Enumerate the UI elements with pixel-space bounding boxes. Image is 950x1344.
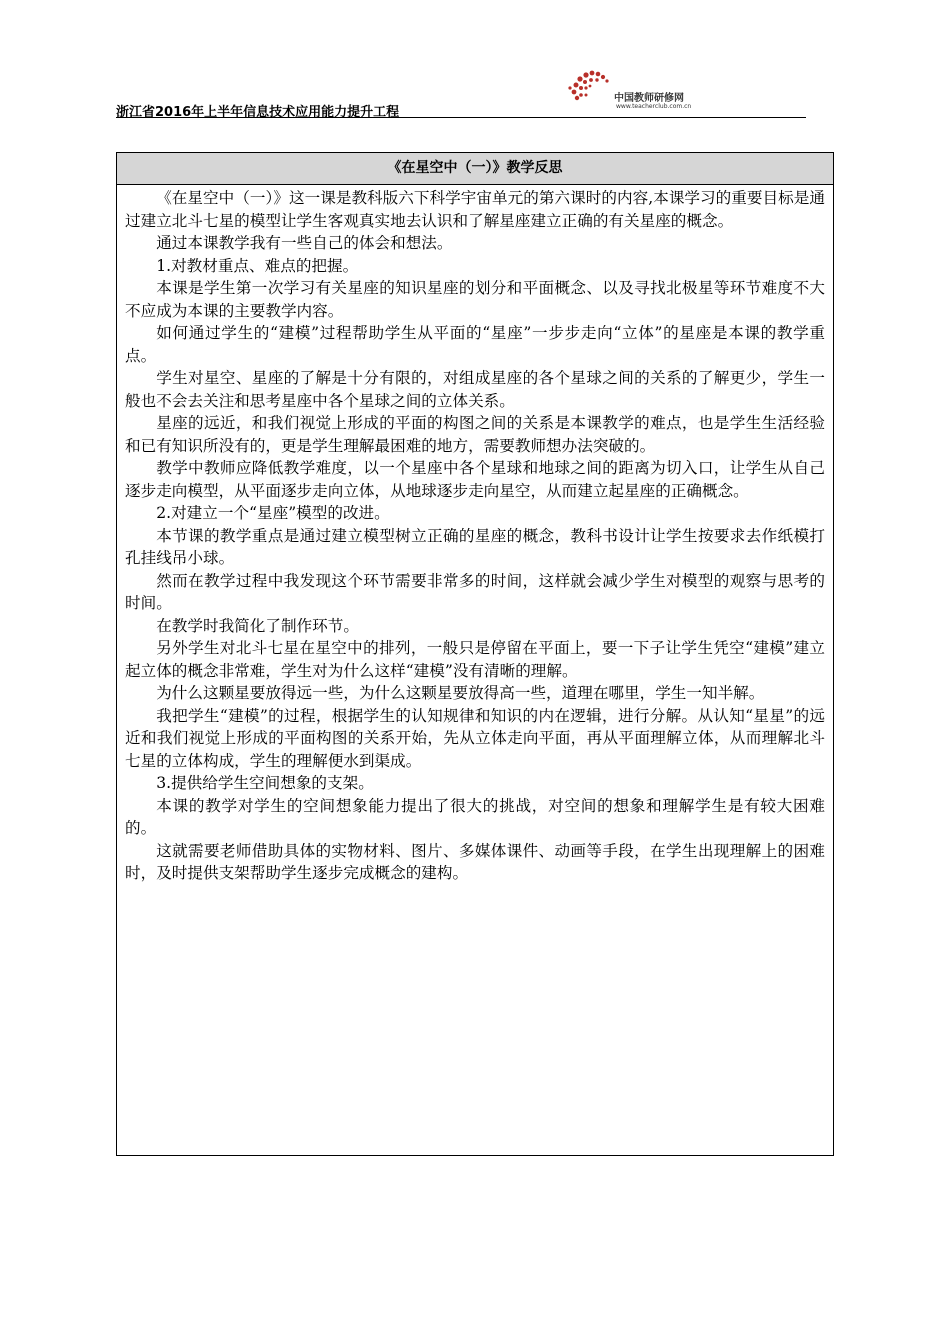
reflection-table xyxy=(116,152,834,1156)
paragraph: 学生对星空、星座的了解是十分有限的，对组成星座的各个星球之间的关系的了解更少，学生一般也不会去关注和思考星座中各个星球之间的立体关系。 xyxy=(125,369,825,410)
paragraph: 这就需要老师借助具体的实物材料、图片、多媒体课件、动画等手段，在学生出现理解上的困难时，及时提供支架帮助学生逐步完成概念的建构。 xyxy=(125,841,825,882)
paragraph: 通过本课教学我有一些自己的体会和想法。 xyxy=(156,234,453,252)
logo-name: 中国教师研修网 xyxy=(614,93,684,104)
paragraph: 为什么这颗星要放得远一些，为什么这颗星要放得高一些，道理在哪里，学生一知半解。 xyxy=(156,684,765,702)
paragraph: 本课的教学对学生的空间想象能力提出了很大的挑战，对空间的想象和理解学生是有较大困难的。 xyxy=(125,796,825,837)
paragraph: 本节课的教学重点是通过建立模型树立正确的星座的概念，教科书设计让学生按要求去作纸模打孔挂线吊小球。 xyxy=(125,526,825,567)
paragraph: 另外学生对北斗七星在星空中的排列，一般只是停留在平面上，要一下子让学生凭空“建模”建立起立体的概念非常难，学生对为什么这样“建模”没有清晰的理解。 xyxy=(125,639,825,680)
paragraph: 本课是学生第一次学习有关星座的知识星座的划分和平面概念、以及寻找北极星等环节难度不大不应成为本课的主要教学内容。 xyxy=(125,279,825,320)
paragraph: 星座的远近，和我们视觉上形成的平面的构图之间的关系是本课教学的难点，也是学生生活经验和已有知识所没有的，更是学生理解最困难的地方，需要教师想办法突破的。 xyxy=(125,414,825,455)
teacherclub-logo xyxy=(564,66,704,114)
logo-url: www.teacherclub.com.cn xyxy=(616,103,692,110)
paragraph: 3.提供给学生空间想象的支架。 xyxy=(156,774,374,792)
paragraph: 2.对建立一个“星座”模型的改进。 xyxy=(156,504,390,522)
header-divider xyxy=(116,117,806,118)
paragraph: 如何通过学生的“建模”过程帮助学生从平面的“星座”一步步走向“立体”的星座是本课的教学重点。 xyxy=(125,324,825,365)
paragraph: 教学中教师应降低教学难度，以一个星座中各个星球和地球之间的距离为切入口，让学生从自己逐步走向模型，从平面逐步走向立体，从地球逐步走向星空，从而建立起星座的正确概念。 xyxy=(125,459,825,500)
paragraph: 1.对教材重点、难点的把握。 xyxy=(156,256,359,275)
reflection-body xyxy=(117,185,833,885)
paragraph: 我把学生“建模”的过程，根据学生的认知规律和知识的内在逻辑，进行分解。从认知“星星”的远近和我们视觉上形成的平面构图的关系开始，先从立体走向平面，再从平面理解立体，从而理解北斗七星的立体构成，学生的理解便水到渠成。 xyxy=(125,706,825,770)
page-header xyxy=(116,60,806,118)
paragraph: 然而在教学过程中我发现这个环节需要非常多的时间，这样就会减少学生对模型的观察与思考的时间。 xyxy=(125,571,825,612)
paragraph: 在教学时我简化了制作环节。 xyxy=(156,616,359,635)
header-title: 浙江省2016年上半年信息技术应用能力提升工程 xyxy=(116,105,400,120)
paragraph: 《在星空中（一）》这一课是教科版六下科学宇宙单元的第六课时的内容,本课学习的重要目标是通过建立北斗七星的模型让学生客观真实地去认识和了解星座建立正确的有关星座的概念。 xyxy=(125,189,825,230)
table-heading: 《在星空中（一）》教学反思 xyxy=(117,153,833,185)
